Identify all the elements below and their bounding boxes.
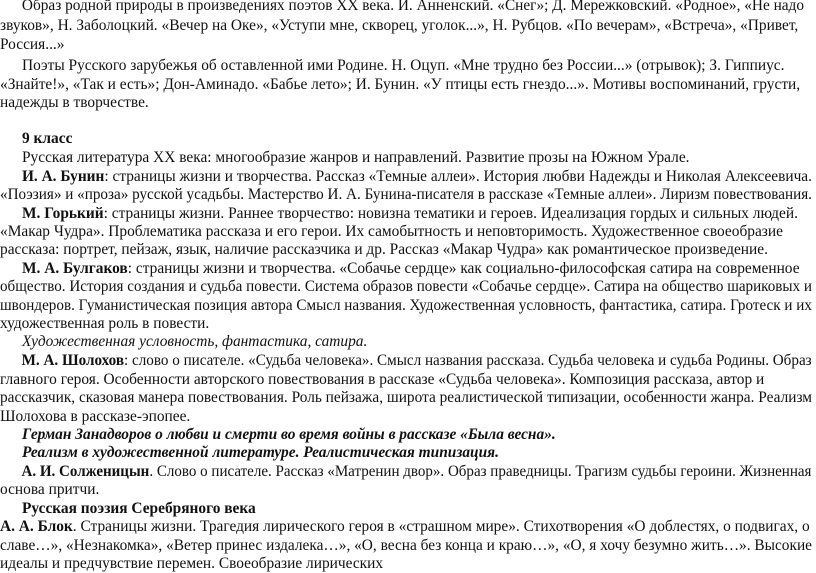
paragraph-text: Русская литература XX века: многообразие жанров и направлений. Развитие прозы на Южном Урале. [22,149,690,166]
bold-italic-text: Реализм в художественной литературе. Реалистическая типизация. [22,444,499,461]
section-heading [0,129,816,148]
text-line [0,296,812,315]
paragraph-text: «Макар Чудра». Проблематика рассказа и его герои. Их самобытность и неповторимость. Художественное своеобразие [0,223,783,240]
text-line [0,93,816,112]
paragraph-text: . Страницы жизни. Трагедия лирического героя в «страшном мире». Стихотворения «О доблестях, о подвигах, о [72,518,810,535]
paragraph-text: : страницы жизни и творчества. «Собачье сердце» как социально-философская сатира на современное [127,260,800,277]
paragraph-text: главного героя. Особенности авторского повествования в рассказе «Судьба человека». Композиция рассказа, автор и [0,371,765,388]
text-line [0,314,816,333]
text-line [0,277,812,296]
paragraph-text: : страницы жизни и творчества. Рассказ «Темные аллеи». История любви Надежды и Николая Алексеевича. [104,168,812,185]
paragraph-text: швондеров. Гуманистическая позиция автора Смысл названия. Художественная условность, фантастика, сатира. Гротеск и их [0,297,812,314]
text-line [0,56,816,75]
section-title: Русская поэзия Серебряного века [22,500,256,517]
grade-heading: 9 класс [22,130,73,147]
author-name: А. А. Блок [0,518,73,535]
paragraph-text: надежды в творчестве. [0,94,149,111]
text-line [0,388,812,407]
paragraph-text: Шолохова в рассказе-эпопее. [0,408,191,425]
section-heading [0,499,816,518]
text-line [0,462,816,481]
paragraph-text: Образ родной природы в произведениях поэтов XX века. И. Анненский. «Снег»; Д. Мережковский. «Родное», «Не надо [21,0,805,14]
bold-italic-text: Герман Занадворов о любви и смерти во время войны в рассказе «Была весна». [22,426,556,443]
text-line [0,554,816,573]
text-line [0,185,812,204]
paragraph-text: художественная роль в повести. [0,315,210,332]
author-name: А. И. Солженицын [21,463,150,480]
text-line [0,332,816,351]
text-line [0,35,816,54]
paragraph-text: рассказа: портрет, пейзаж, язык, наличие рассказчика и др. Рассказ «Макар Чудра» как романтическое произведение. [0,241,768,258]
paragraph-text: звуков», Н. Заболоцкий. «Вечер на Оке», «Уступи мне, скворец, уголок...», Н. Рубцов. «По вечерам», «Встреча», «Привет, [0,17,799,34]
paragraph-text: : страницы жизни. Раннее творчество: новизна тематики и героев. Идеализация гордых и сильных людей. [103,205,798,222]
text-line [0,351,816,370]
paragraph-text: : слово о писателе. «Судьба человека». Смысл названия рассказа. Судьба человека и судьба Родины. Образ [124,352,812,369]
paragraph-text: «Знайте!», «Так и есть»; Дон-Аминадо. «Бабье лето»; И. Бунин. «У птицы есть гнездо...». Мотивы воспоминаний, грусти, [0,76,801,93]
text-line [0,16,816,35]
text-line [0,536,812,555]
paragraph-text: идеалы и предчувствие перемен. Своеобразие лирических [0,555,384,572]
paragraph-text: славе…», «Незнакомка», «Ветер принес издалека…», «О, весна без конца и краю…», «О, я хочу безумно жить…». Высокие [0,537,813,554]
paragraph-text: основа притчи. [0,481,100,498]
italic-text: Художественная условность, фантастика, сатира. [22,333,368,350]
text-line [0,240,816,259]
paragraph-text: «Поэзия» и «проза» русской усадьбы. Мастерство И. А. Бунина-писателя в рассказе «Темные аллеи». Лиризм повествования. [0,186,812,203]
paragraph-text: Поэты Русского зарубежья об оставленной ими Родине. Н. Оцуп. «Мне трудно без России...» (отрывок); З. Гиппиус. [22,57,785,74]
paragraph-text: рассказчик, сказовая манера повествования. Роль пейзажа, широта реалистической типизации, особенности жанра. Реализм [0,389,813,406]
paragraph-text: общество. История создания и судьба повести. Система образов повести «Собачье сердце». Сатира на общество шариковых и [0,278,812,295]
text-line [0,370,816,389]
text-line [0,167,816,186]
text-line [0,0,816,15]
justified-text [22,0,804,15]
paragraph-text: Россия...» [0,36,65,53]
text-line [0,75,816,94]
text-line [0,259,816,278]
text-line [0,222,816,241]
text-line [0,204,816,223]
text-line [0,443,816,462]
text-line [0,425,816,444]
paragraph-text: . Слово о писателе. Рассказ «Матренин двор». Образ праведницы. Трагизм судьбы героини. Жизненная [149,463,812,480]
text-line [0,480,816,499]
text-line [0,517,816,536]
text-line [0,148,816,167]
author-name: М. А. Булгаков [22,260,128,277]
text-line [0,407,816,426]
author-name: М. А. Шолохов [21,352,125,369]
author-name: М. Горький [22,205,104,222]
author-name: И. А. Бунин [21,168,105,185]
